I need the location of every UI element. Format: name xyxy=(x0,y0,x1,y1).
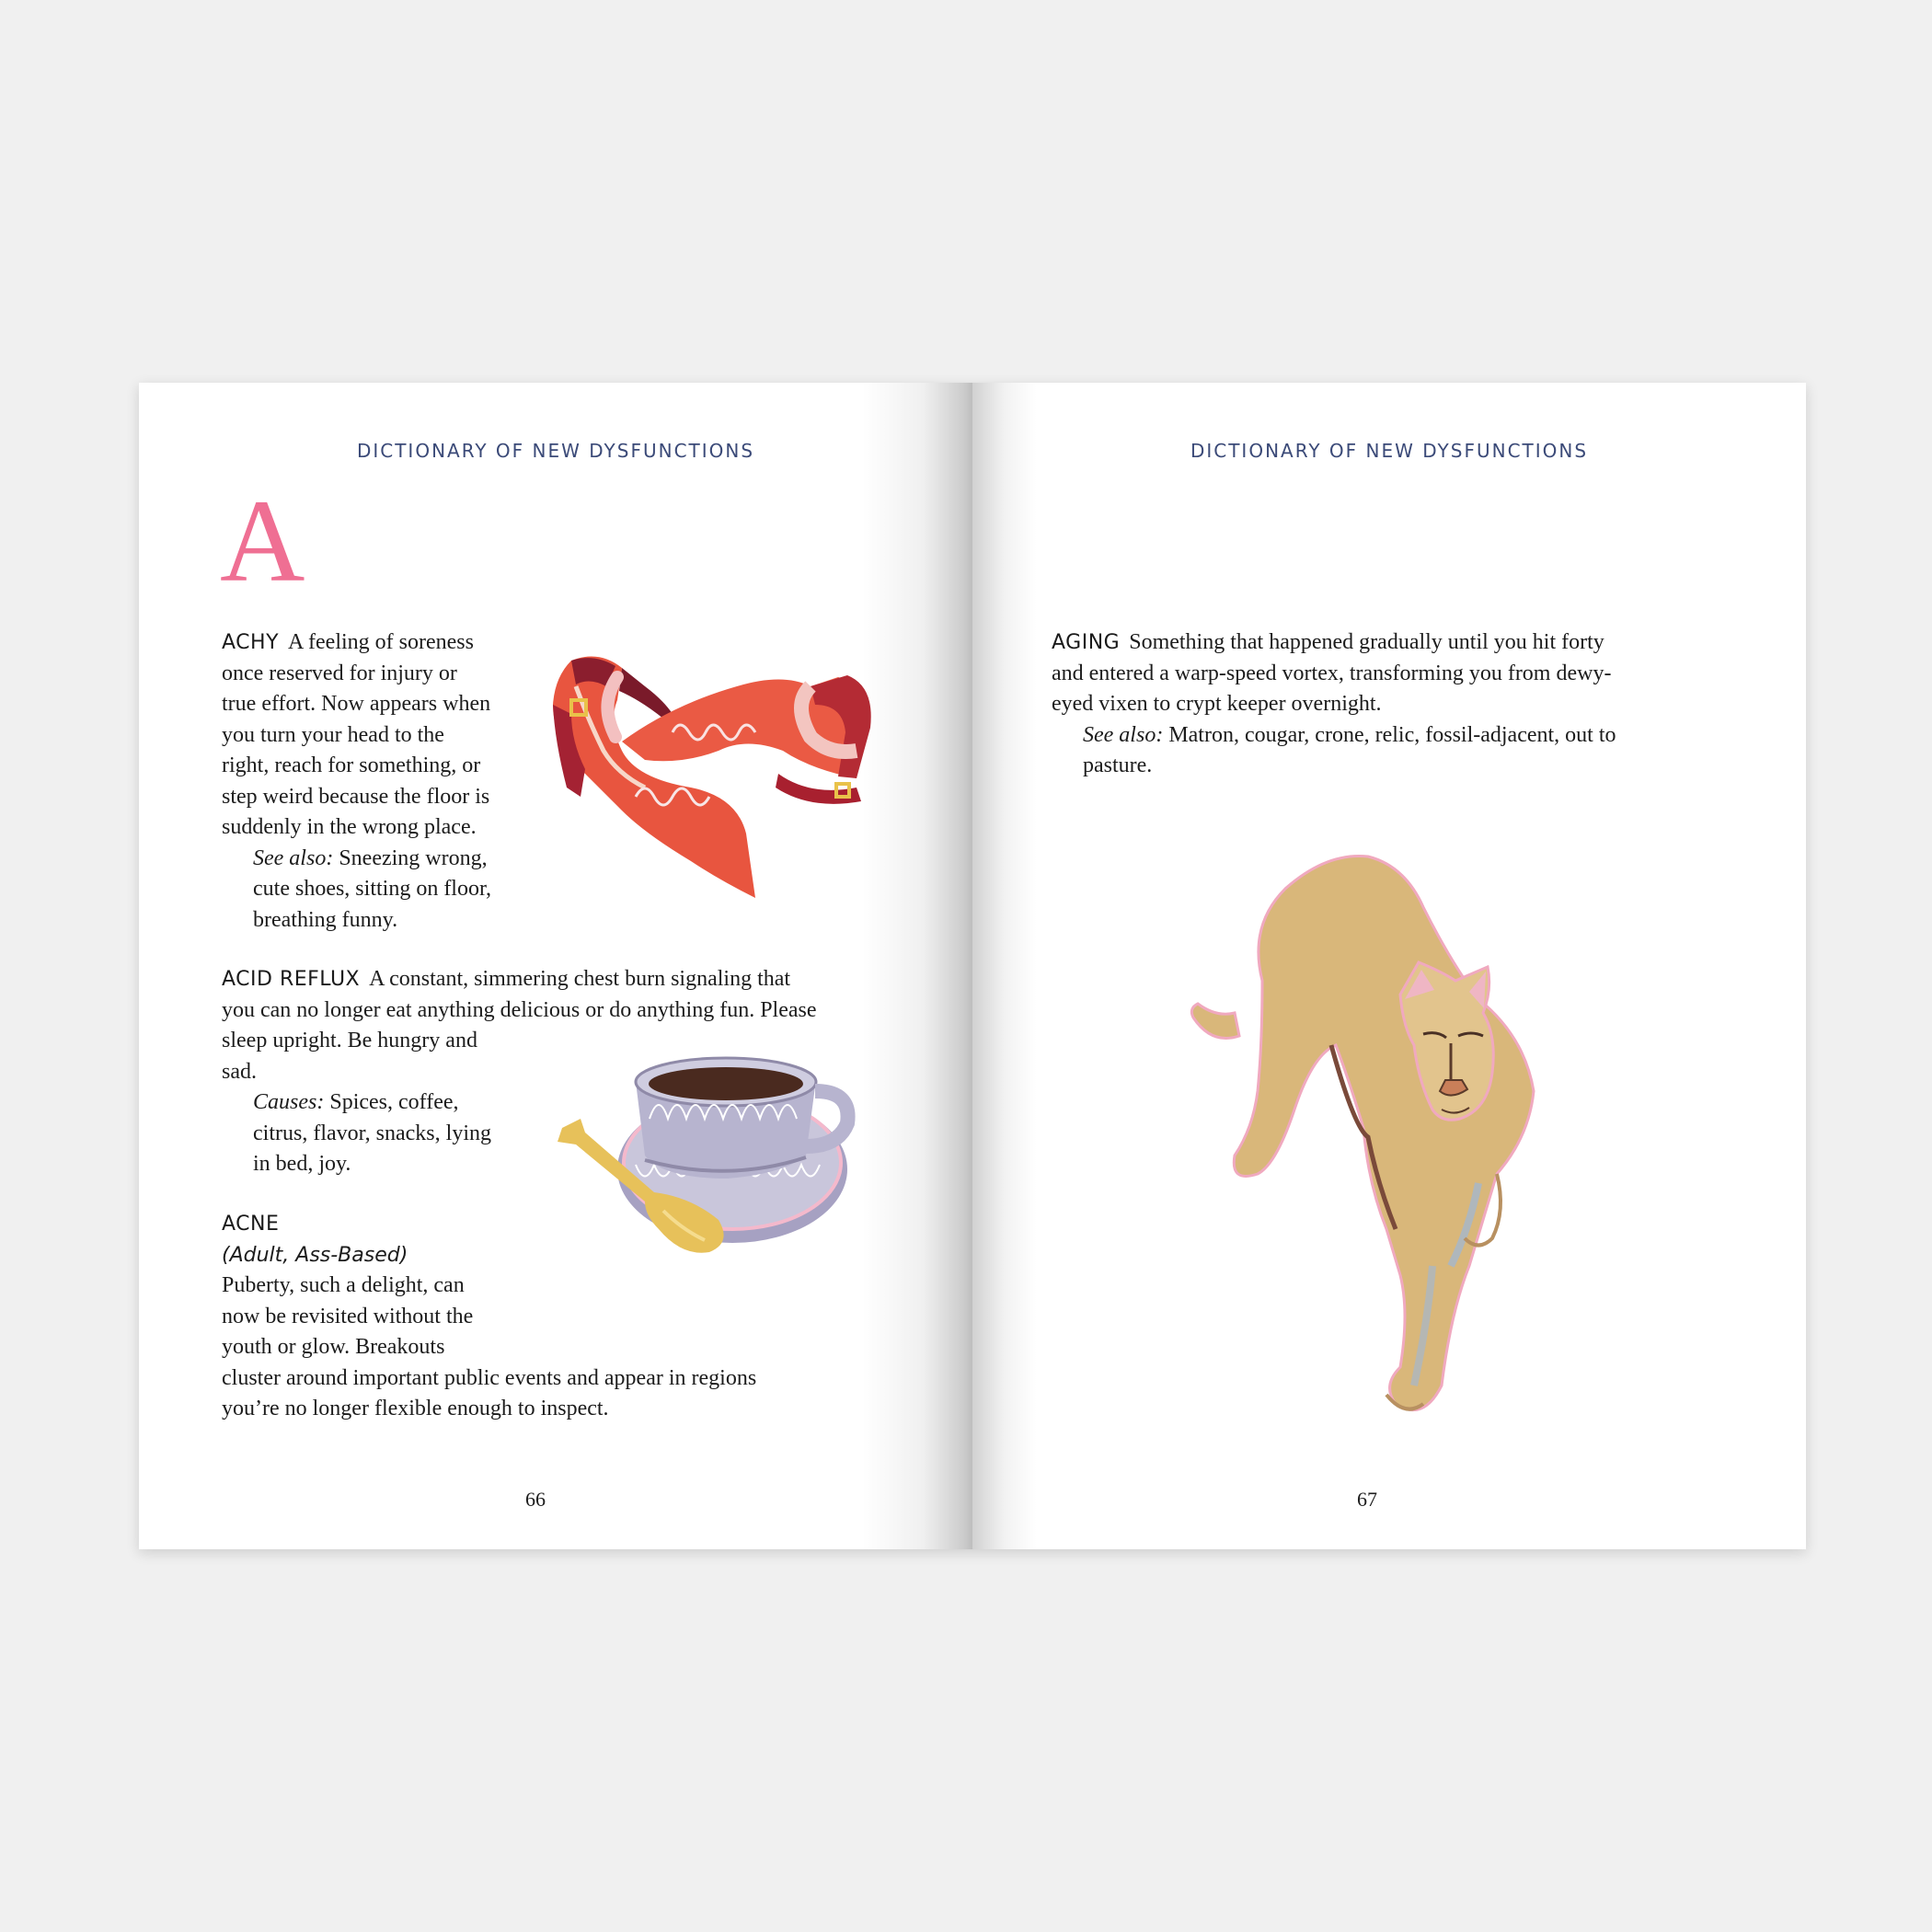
entry-line: pasture. xyxy=(1083,753,1153,777)
see-also-label: See also: xyxy=(253,845,334,870)
gutter-shadow-right xyxy=(972,383,1037,1549)
page-number-left: 66 xyxy=(525,1488,546,1511)
entry-line: now be revisited without the xyxy=(222,1304,474,1328)
entry-line: A feeling of soreness xyxy=(288,630,474,654)
entry-line: in bed, joy. xyxy=(253,1152,351,1176)
entry-line: sad. xyxy=(222,1059,257,1084)
right-page xyxy=(972,383,1806,1549)
entry-line: you’re no longer flexible enough to inspect. xyxy=(222,1397,609,1420)
entry-line: step weird because the floor is xyxy=(222,784,490,809)
running-head-right: DICTIONARY OF NEW DYSFUNCTIONS xyxy=(1190,440,1589,462)
entry-line: once reserved for injury or xyxy=(222,661,457,685)
entry-line: Matron, cougar, crone, relic, fossil-adjacent, out to xyxy=(1168,722,1616,747)
entry-aging xyxy=(1052,627,1751,782)
book-spread xyxy=(139,383,1806,1549)
section-letter: A xyxy=(220,476,305,606)
entry-line: Something that happened gradually until you hit forty xyxy=(1129,630,1604,654)
entry-subterm: (Adult, Ass-Based) xyxy=(222,1243,408,1267)
entry-line: you can no longer eat anything delicious or do anything fun. Please xyxy=(222,997,817,1022)
entry-line: youth or glow. Breakouts xyxy=(222,1335,445,1359)
coffee-cup-illustration xyxy=(544,1045,893,1321)
entry-line: Spices, coffee, xyxy=(329,1090,459,1114)
see-also-label: See also: xyxy=(1083,722,1164,747)
entry-line: cute shoes, sitting on floor, xyxy=(253,877,492,901)
running-head-left: DICTIONARY OF NEW DYSFUNCTIONS xyxy=(356,440,755,462)
entry-line: cluster around important public events and appear in regions xyxy=(222,1365,757,1390)
entry-line: Puberty, such a delight, can xyxy=(222,1273,465,1297)
cougar-illustration xyxy=(1175,834,1598,1422)
causes-label: Causes: xyxy=(253,1090,325,1114)
entry-line: sleep upright. Be hungry and xyxy=(222,1029,477,1052)
entry-term: AGING xyxy=(1052,631,1121,654)
left-page xyxy=(139,383,972,1549)
entry-line: you turn your head to the xyxy=(222,722,444,747)
entry-term: ACNE xyxy=(222,1213,280,1236)
entry-line: A constant, simmering chest burn signaling that xyxy=(369,967,791,991)
entry-term: ACHY xyxy=(222,631,280,654)
entry-line: right, reach for something, or xyxy=(222,753,481,777)
page-number-right: 67 xyxy=(1357,1488,1377,1511)
entry-line: suddenly in the wrong place. xyxy=(222,815,477,839)
entry-line: breathing funny. xyxy=(253,907,398,932)
entry-line: true effort. Now appears when xyxy=(222,692,491,716)
entry-line: eyed vixen to crypt keeper overnight. xyxy=(1052,692,1382,716)
entry-term: ACID REFLUX xyxy=(222,968,361,991)
red-heels-illustration xyxy=(535,650,884,898)
entry-achy xyxy=(222,627,553,936)
gutter-shadow-left xyxy=(862,383,972,1549)
entry-line: citrus, flavor, snacks, lying xyxy=(253,1121,491,1145)
entry-line: and entered a warp-speed vortex, transforming you from dewy- xyxy=(1052,661,1612,685)
entry-line: Sneezing wrong, xyxy=(339,845,488,870)
